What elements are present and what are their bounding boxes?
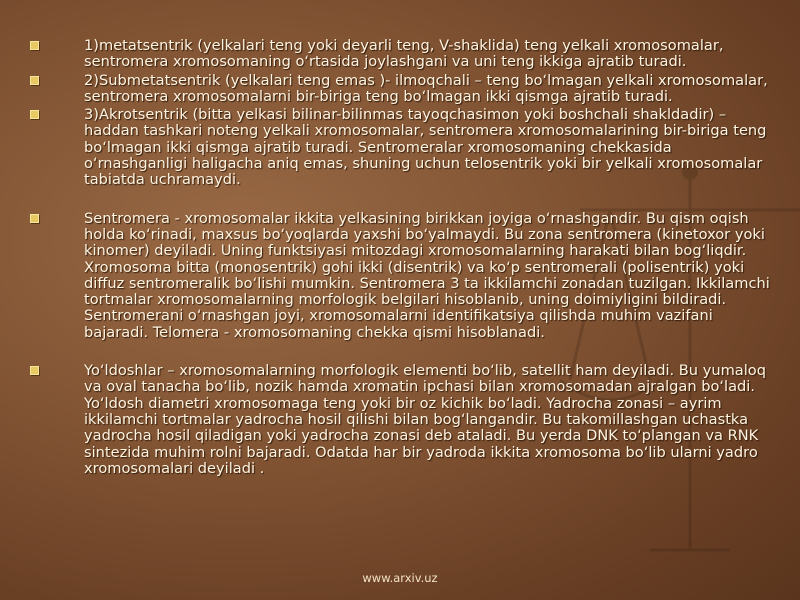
list-item-text: Sentromera - xromosomalar ikkita yelkasining birikkan joyiga o‘rnashgandir. Bu qism oqish holda ko‘rinadi, maxsus bo‘yoqlarda yaxshi bo‘yalmaydi. Bu zona sentromera (kinetoxor yoki kinomer) deyiladi. Uning funktsiyasi mitozdagi xromosomalarning harakati bilan bog‘liqdir. Xromosoma bitta (monosentrik) gohi ikki (disentrik) va ko‘p sentromerali (polisentrik) yoki diffuz sentromeralik bo‘lishi mumkin. Sentromera 3 ta ikkilamchi zonadan tuzilgan. Ikkilamchi tortmalar xromosomalarning morfologik belgilari hisoblanib, uning doimiyligini bildiradi. Sentromerani o‘rnashgan joyi, xromosomalarni identifikatsiya qilishda muhim vazifani bajaradi. Telomera - xromosomaning chekka qismi hisoblanadi.	[84, 209, 770, 341]
bullet-icon	[30, 41, 39, 50]
bullet-list	[28, 38, 778, 477]
footer	[0, 571, 800, 585]
footer-link[interactable]: www.arxiv.uz	[362, 571, 438, 585]
list-item	[28, 73, 778, 106]
bullet-icon	[30, 366, 39, 375]
list-item-text: 1)metatsentrik (yelkalari teng yoki deyarli teng, V-shaklida) teng yelkali xromosomalar, sentromera xromosomaning o‘rtasida joylashgani va uni teng ikkiga ajratib turadi.	[84, 37, 724, 71]
list-item	[28, 38, 778, 71]
list-item	[28, 107, 778, 188]
list-item	[28, 211, 778, 341]
bullet-icon	[30, 214, 39, 223]
bullet-icon	[30, 110, 39, 119]
list-item-text: 3)Akrotsentrik (bitta yelkasi bilinar-bilinmas tayoqchasimon yoki boshchali shakldadir) – haddan tashkari noteng yelkali xromosomalar, sentromera xromosomalarining bir-biriga teng bo‘lmagan ikki qismga ajratib turadi. Sentromeralar xromosomaning chekkasida o‘rnashganligi haligacha aniq emas, shuning uchun telosentrik yoki bir yelkali xromosomalar tabiatda uchramaydi.	[84, 106, 767, 189]
list-item-text: Yo‘ldoshlar – xromosomalarning morfologik elementi bo‘lib, satellit ham deyiladi. Bu yumaloq va oval tanacha bo‘lib, nozik hamda xromatin ipchasi bilan xromosomadan ajralgan bo‘ladi. Yo‘ldosh diametri xromosomaga teng yoki bir oz kichik bo‘ladi. Yadrocha zonasi – ayrim ikkilamchi tortmalar yadrocha hosil qilishi bilan bog‘langandir. Bu takomillashgan uchastka yadrocha hosil qiladigan yoki yadrocha zonasi deb ataladi. Bu yerda DNK to‘plangan va RNK sintezida muhim rolni bajaradi. Odatda har bir yadroda ikkita xromosoma bo‘lib ularni yadro xromosomalari deyiladi .	[84, 362, 766, 477]
bullet-icon	[30, 76, 39, 85]
list-item	[28, 363, 778, 477]
list-item-text: 2)Submetatsentrik (yelkalari teng emas )- ilmoqchali – teng bo‘lmagan yelkali xromosomalar, sentromera xromosomalarni bir-biriga teng bo‘lmagan ikki qismga ajratib turadi.	[84, 71, 768, 105]
